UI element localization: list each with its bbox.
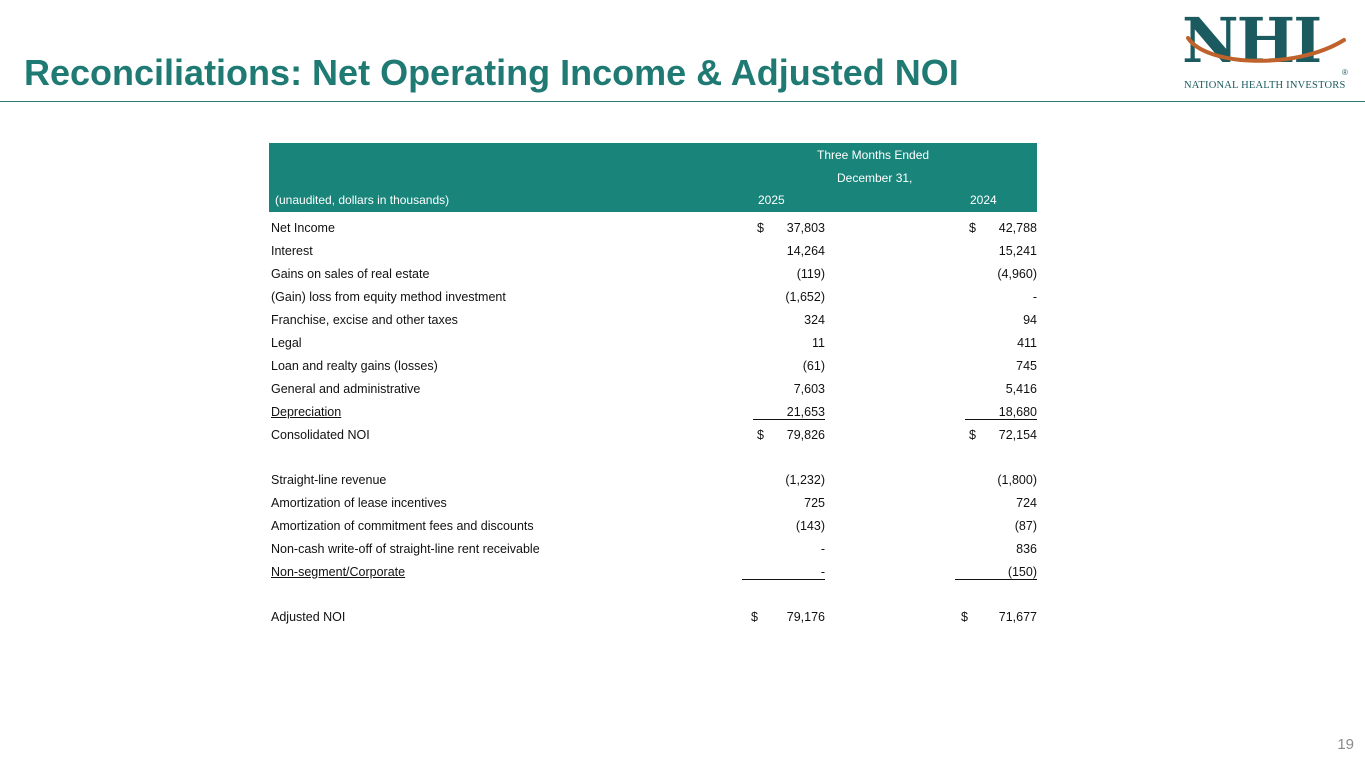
row-label: (Gain) loss from equity method investment (271, 290, 506, 304)
value-2025: (119) (796, 267, 825, 281)
value-2024: 42,788 (998, 221, 1037, 235)
row-label: Amortization of commitment fees and discounts (271, 519, 534, 533)
logo-tagline: NATIONAL HEALTH INVESTORS (1184, 80, 1346, 91)
table-row (269, 239, 1037, 262)
value-2025: - (820, 542, 825, 556)
logo-letters: NHI (1182, 4, 1321, 77)
table-row (269, 537, 1037, 560)
table-row (269, 514, 1037, 537)
value-2024: 411 (1017, 336, 1037, 350)
value-2025: 324 (804, 313, 825, 327)
nhi-logo (1180, 4, 1350, 92)
subtotal-underline (753, 419, 825, 420)
value-2024: (1,800) (997, 473, 1037, 487)
value-2024: 18,680 (998, 405, 1037, 419)
row-label: Adjusted NOI (271, 610, 346, 624)
table-row (269, 285, 1037, 308)
value-2025: 725 (804, 496, 825, 510)
row-label: Consolidated NOI (271, 428, 370, 442)
subtotal-underline (742, 579, 825, 580)
value-2024: (150) (1007, 565, 1037, 579)
table-row (269, 560, 1037, 583)
header-date: December 31, (837, 171, 913, 185)
value-2024: 94 (1023, 313, 1037, 327)
table-row (269, 308, 1037, 331)
row-label: Interest (271, 244, 313, 258)
value-2025: (1,652) (785, 290, 825, 304)
value-2024: (87) (1014, 519, 1037, 533)
value-2025: 79,176 (786, 610, 825, 624)
value-2025: 7,603 (793, 382, 825, 396)
row-label: Non-cash write-off of straight-line rent receivable (271, 542, 540, 556)
value-2025: (143) (795, 519, 825, 533)
table-row (269, 354, 1037, 377)
row-label: Depreciation (271, 405, 342, 419)
value-2025: 79,826 (786, 428, 825, 442)
table-row (269, 468, 1037, 491)
table-row (269, 400, 1037, 423)
value-2024: 72,154 (998, 428, 1037, 442)
row-label: Legal (271, 336, 302, 350)
dollar-sign: $ (757, 221, 764, 235)
dollar-sign: $ (961, 610, 968, 624)
table-row (269, 377, 1037, 400)
dollar-sign: $ (969, 428, 976, 442)
header-col-2024: 2024 (970, 193, 997, 207)
table-row (269, 423, 1037, 446)
title-divider (0, 101, 1365, 102)
value-2025: - (820, 565, 825, 579)
value-2024: 15,241 (998, 244, 1037, 258)
table-row (269, 331, 1037, 354)
row-label: General and administrative (271, 382, 421, 396)
value-2025: 14,264 (786, 244, 825, 258)
value-2024: - (1032, 290, 1037, 304)
header-col-2025: 2025 (758, 193, 785, 207)
reconciliation-table (269, 143, 1037, 628)
logo-registered-mark: ® (1342, 68, 1348, 77)
value-2025: (61) (802, 359, 825, 373)
table-row (269, 216, 1037, 239)
value-2025: (1,232) (785, 473, 825, 487)
value-2024: 745 (1016, 359, 1037, 373)
value-2024: 5,416 (1005, 382, 1037, 396)
row-label: Franchise, excise and other taxes (271, 313, 458, 327)
value-2025: 37,803 (786, 221, 825, 235)
row-label: Loan and realty gains (losses) (271, 359, 438, 373)
row-label: Net Income (271, 221, 335, 235)
header-period: Three Months Ended (817, 148, 930, 162)
row-label: Amortization of lease incentives (271, 496, 447, 510)
dollar-sign: $ (751, 610, 758, 624)
value-2025: 21,653 (786, 405, 825, 419)
header-unit-label: (unaudited, dollars in thousands) (275, 193, 450, 207)
value-2024: (4,960) (997, 267, 1037, 281)
table-row (269, 605, 1037, 628)
row-label: Straight-line revenue (271, 473, 387, 487)
value-2024: 836 (1016, 542, 1037, 556)
value-2024: 724 (1016, 496, 1037, 510)
dollar-sign: $ (757, 428, 764, 442)
table-row (269, 262, 1037, 285)
table-header (269, 143, 1037, 212)
row-label: Gains on sales of real estate (271, 267, 430, 281)
row-label: Non-segment/Corporate (271, 565, 406, 579)
page-title: Reconciliations: Net Operating Income & Adjusted NOI (24, 52, 959, 93)
value-2024: 71,677 (998, 610, 1037, 624)
dollar-sign: $ (969, 221, 976, 235)
table-row (269, 491, 1037, 514)
value-2025: 11 (812, 336, 825, 350)
logo-swoosh-icon (1186, 36, 1346, 66)
subtotal-underline (965, 419, 1037, 420)
subtotal-underline (955, 579, 1037, 580)
page-number: 19 (1337, 736, 1354, 753)
